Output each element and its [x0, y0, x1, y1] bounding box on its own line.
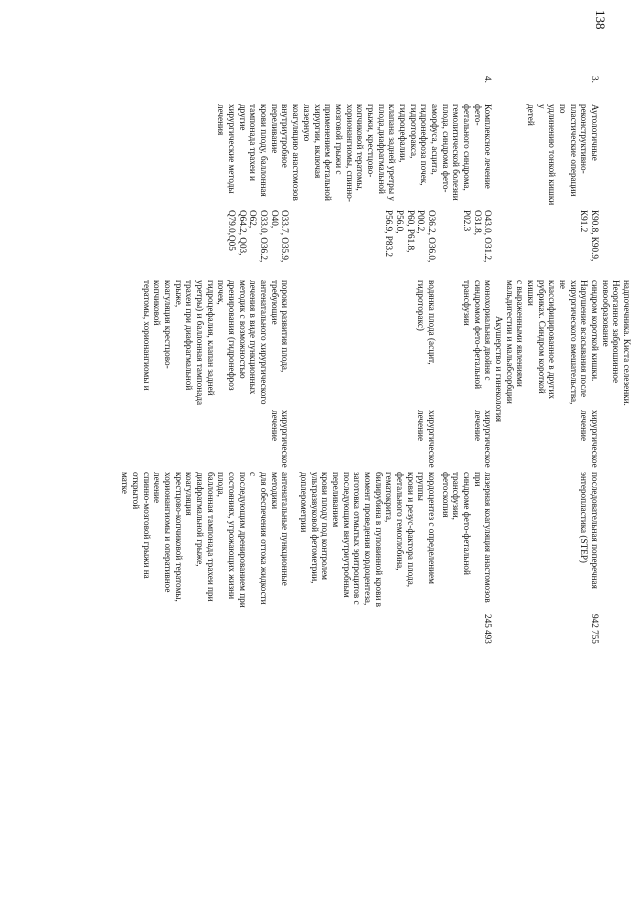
table-row-continuation [600, 76, 632, 666]
section-title: Акушерство и гинекология [493, 315, 504, 423]
icd-codes: К90.8, К90.9, К91.2 [579, 210, 600, 262]
row-number: 3. [589, 76, 600, 83]
care-type-name: внутриутробное переливание крови плоду, баллонная тампонада трахеи и другие хирургические методы лечения [216, 104, 291, 197]
treatment-method: последовательная поперечная энтеропластика (STEP) [579, 472, 600, 589]
medical-care-table [120, 76, 632, 666]
care-type-name: Комплексное лечение фето- фетального синдрома, гемолитической болезни плода, синдрома фето- аморфуса, асцита, гидронефроза почек, гидроторакса, гидроцефалии, клапана задней уретры у плода,диафрагмальной грыжи, крестцово- копчиковой тератомы, хорионангиомы, спинно- мозговой грыжи с применением фетальной хирургии, включая лазерную коагуляцию анастомозов [291, 104, 494, 202]
treatment-method: лазерная коагуляция анастомозов при синдроме фето-фетальной трансфузии, фетоскопия [440, 472, 494, 603]
disease-model-cell: монохориальная двойня с синдромом фето-фетальной трансфузии [461, 280, 494, 390]
cost-norm: 942 755 [589, 614, 600, 644]
icd-codes: O33.7, O35.9, O40, O33.0, O36.2, O62, Q64.2, Q03, Q79.0,Q05 [227, 210, 291, 263]
table-row-4-a [437, 76, 493, 666]
treatment-method: кордоцентез с определением группы крови и резус-фактора плода, фетального гемоглобина, гематокрита, билирубина в пуповинной крови в момент проведения кордоцентеза, заготовка отмытых эритроцитов с последующим внутриутробным переливанием крови плоду под контролем ультразвуковой фетометрии, доплерометрии [298, 472, 437, 608]
section-row [493, 76, 504, 666]
treatment-type: хирургическое лечение [579, 410, 600, 468]
treatment-method: антенатальные пункционные методики для обеспечения оттока жидкости с последующим дренированием при состояниях, угрожающих жизни плода, баллонная тампонада трахеи при диафрагмальной грыже, коагуляция крестцово-копчиковой тератомы, хорионангиомы и оперативное лечение спинно-мозговой грыжи на открытой матке [120, 472, 291, 608]
care-type-name: Аутологичные реконструктивно- пластические операции по удлинению тонкой кишки у детей [525, 104, 600, 206]
disease-model-cell: синдром короткой кишки. Нарушение всасывания после хирургического вмешательства, не классифицированное в других рубриках. Синдром короткой кишки с выраженными явлениями мальдигестии и мальабсорбции [504, 280, 600, 405]
treatment-type: хирургическое лечение [269, 410, 291, 468]
icd-codes: O43.0, O31.2, O31.8, P02.3 [461, 210, 494, 263]
table-row-3 [504, 76, 600, 666]
page-number: 138 [593, 10, 608, 30]
treatment-type: хирургическое лечение [472, 410, 494, 468]
icd-codes: O36.2, O36.0, P00.2, P60, P61.8, P56.0, P56.9, P83.2 [384, 210, 437, 263]
treatment-type: хирургическое лечение [416, 410, 437, 468]
table-row-4-c [120, 76, 291, 666]
cost-norm: 245 493 [483, 614, 494, 644]
row-number: 4. [483, 76, 494, 83]
disease-model-cell: водянка плода (асцит, гидроторакс) [416, 280, 437, 365]
disease-model-cell: надпочечника. Киста селезенки. Неорганное забрюшинное новообразование [600, 280, 632, 406]
disease-model-cell: пороки развития плода, требующие антенатального хирургического лечения в виде пункционных методик с возможностью дренирования (гидронефроз почек, гидроцефалия, клапан задней уретры) и баллонная тампонада трахеи при диафрагмальной грыже, коагуляция крестцово-копчиковой тератомы, хорионангиомы и [141, 280, 291, 406]
